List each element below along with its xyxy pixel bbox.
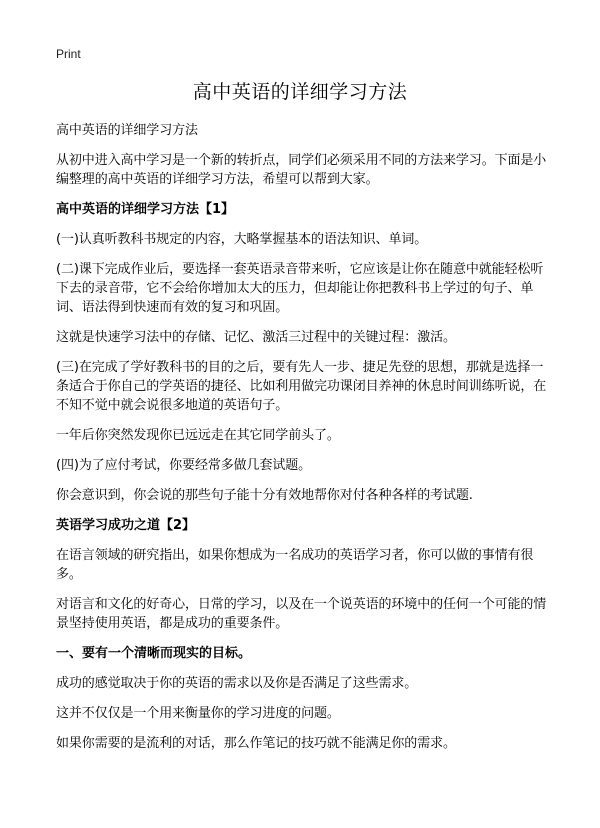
paragraph-exam: 你会意识到，你会说的那些句子能十分有效地帮你对付各种各样的考试题.: [56, 488, 473, 503]
section-heading-2: 英语学习成功之道【2】: [56, 518, 196, 533]
paragraph-one-year: 一年后你突然发现你已远远走在其它同学前头了。: [56, 428, 340, 443]
paragraph-fluent-dialogue: 如果你需要的是流利的对话，那么作笔记的技巧就不能满足你的需求。: [56, 736, 456, 751]
paragraph-point-1: (一)认真听教科书规定的内容，大略掌握基本的语法知识、单词。: [56, 232, 428, 247]
document-title: 高中英语的详细学习方法: [192, 81, 408, 103]
subtitle-paragraph: 高中英语的详细学习方法: [56, 123, 198, 138]
document-body: [56, 121, 548, 764]
paragraph-point-3: (三)在完成了学好教科书的目的之后，要有先人一步、捷足先登的思想，那就是选择一条适合于你自己的学英语的捷径、比如利用做完功课闭目养神的休息时间训练听说，在不知不觉中就会说很多地道的英语句子。: [56, 360, 547, 413]
paragraph-conditions: 对语言和文化的好奇心，日常的学习，以及在一个说英语的环境中的任何一个可能的情景坚持使用英语，都是成功的重要条件。: [56, 597, 547, 631]
paragraph-point-4: (四)为了应付考试，你要经常多做几套试题。: [56, 458, 312, 473]
paragraph-progress: 这并不仅仅是一个用来衡量你的学习进度的问题。: [56, 706, 340, 721]
paragraph-point-2: (二)课下完成作业后，要选择一套英语录音带来听，它应该是让你在随意中就能轻松听下去的录音带，它不会给你增加太大的压力，但却能让你把教科书上学过的句子、单词、语法得到快速而有效的复习和巩固。: [56, 262, 544, 315]
section-heading-1: 高中英语的详细学习方法【1】: [56, 202, 235, 217]
intro-paragraph: 从初中进入高中学习是一个新的转折点，同学们必须采用不同的方法来学习。下面是小编整理的高中英语的详细学习方法，希望可以帮到大家。: [56, 153, 547, 187]
paragraph-activation: 这就是快速学习法中的存储、记忆、激活三过程中的关键过程：激活。: [56, 330, 456, 345]
print-label: Print: [56, 47, 81, 61]
paragraph-success-feeling: 成功的感觉取决于你的英语的需求以及你是否满足了这些需求。: [56, 676, 418, 691]
paragraph-research: 在语言领域的研究指出，如果你想成为一名成功的英语学习者，你可以做的事情有很多。: [56, 548, 534, 582]
subsection-heading-goal: 一、要有一个清晰而现实的目标。: [56, 646, 252, 661]
